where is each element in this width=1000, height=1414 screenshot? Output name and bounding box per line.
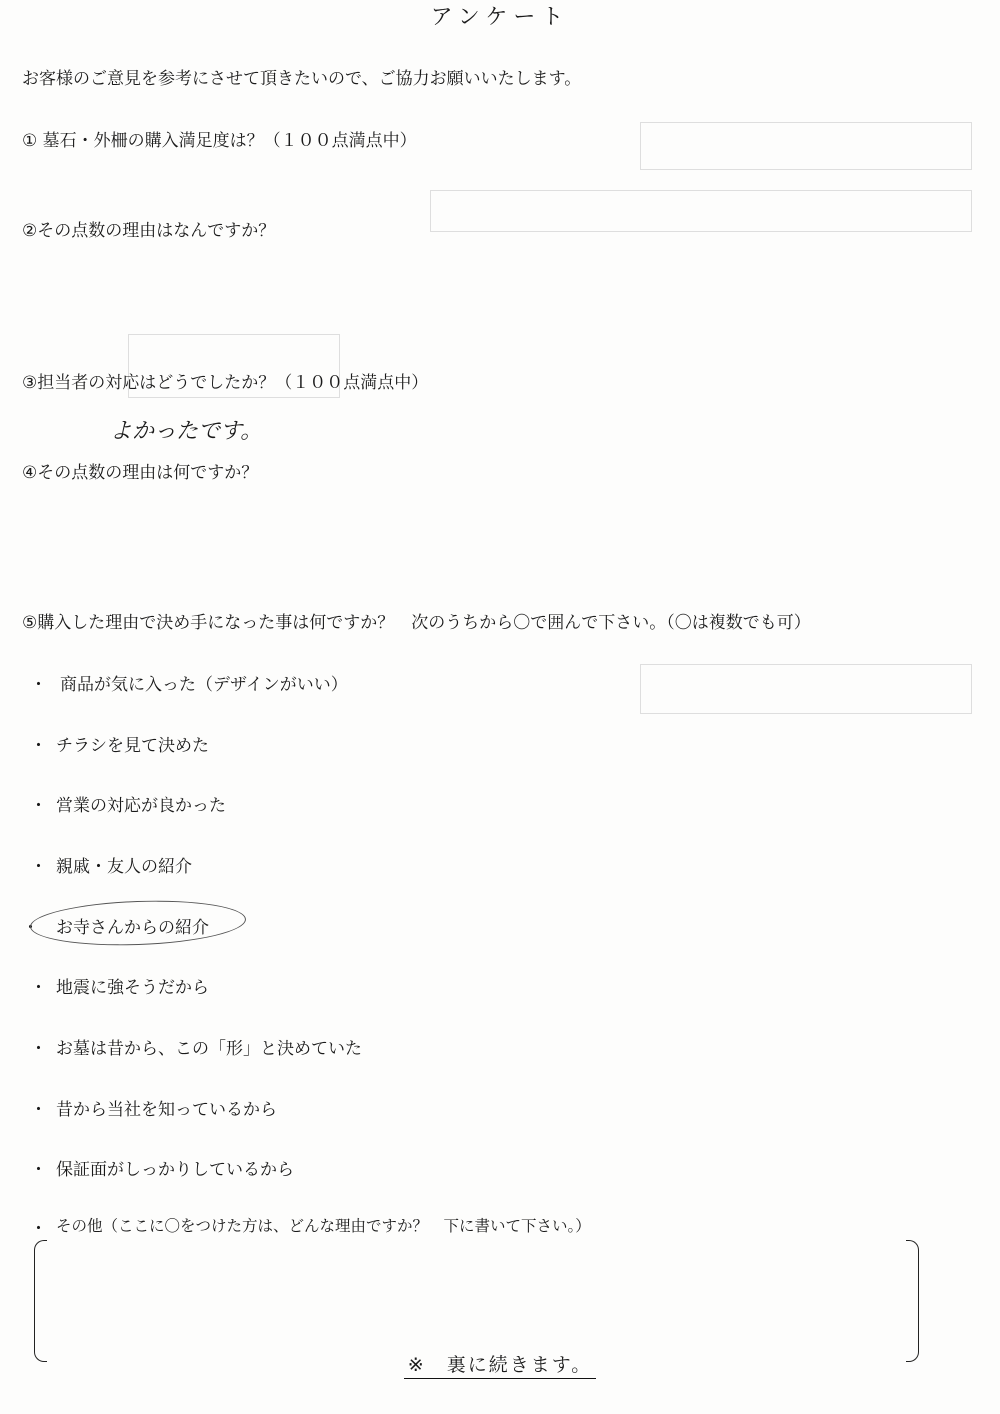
answer-box-right-bracket: [906, 1240, 919, 1362]
option-9: 保証面がしっかりしているから: [56, 1160, 294, 1180]
option-6: 地震に強そうだから: [56, 978, 209, 998]
option-5-selected: お寺さんからの紹介: [56, 918, 209, 938]
question-2: ②その点数の理由はなんですか？: [22, 221, 276, 241]
option-1: 商品が気に入った（デザインがいい）: [60, 675, 348, 695]
hand-drawn-selection-circle: [29, 897, 246, 949]
question-3: ③担当者の対応はどうでしたか？（１００点満点中）: [22, 373, 429, 393]
bleed-through-mark: [430, 190, 972, 232]
option-7: お墓は昔から、この「形」と決めていた: [56, 1039, 362, 1059]
footer-note: [0, 1350, 1000, 1377]
option-4: 親戚・友人の紹介: [56, 857, 192, 877]
bullet: ・: [30, 1219, 47, 1239]
question-4: ④その点数の理由は何ですか？: [22, 463, 259, 483]
question-1: ① 墓石・外柵の購入満足度は？（１００点満点中）: [22, 131, 417, 151]
footer-text: ※ 裏に続きます。: [404, 1354, 596, 1379]
bleed-through-mark: [640, 664, 972, 714]
bullet: ・: [30, 978, 47, 998]
bullet: ・: [30, 675, 47, 695]
option-8: 昔から当社を知っているから: [56, 1100, 277, 1120]
page-title: アンケート: [430, 5, 570, 30]
bleed-through-mark: [640, 122, 972, 170]
option-3: 営業の対応が良かった: [56, 796, 226, 816]
bullet: ・: [30, 1039, 47, 1059]
question-5: ⑤購入した理由で決め手になった事は何ですか？ 次のうちから〇で囲んで下さい。（〇は複数でも可）: [22, 613, 811, 633]
intro-text: お客様のご意見を参考にさせて頂きたいので、ご協力お願いいたします。: [22, 69, 582, 89]
option-2: チラシを見て決めた: [56, 736, 209, 756]
bullet: ・: [30, 796, 47, 816]
bullet: ・: [30, 857, 47, 877]
option-other: その他（ここに〇をつけた方は、どんな理由ですか？ 下に書いて下さい。）: [56, 1217, 591, 1235]
answer-box-left-bracket: [34, 1240, 47, 1362]
bullet: ・: [22, 918, 39, 938]
bullet: ・: [30, 736, 47, 756]
bullet: ・: [30, 1160, 47, 1180]
handwritten-answer-q3: よかったです。: [110, 419, 263, 444]
bullet: ・: [30, 1100, 47, 1120]
